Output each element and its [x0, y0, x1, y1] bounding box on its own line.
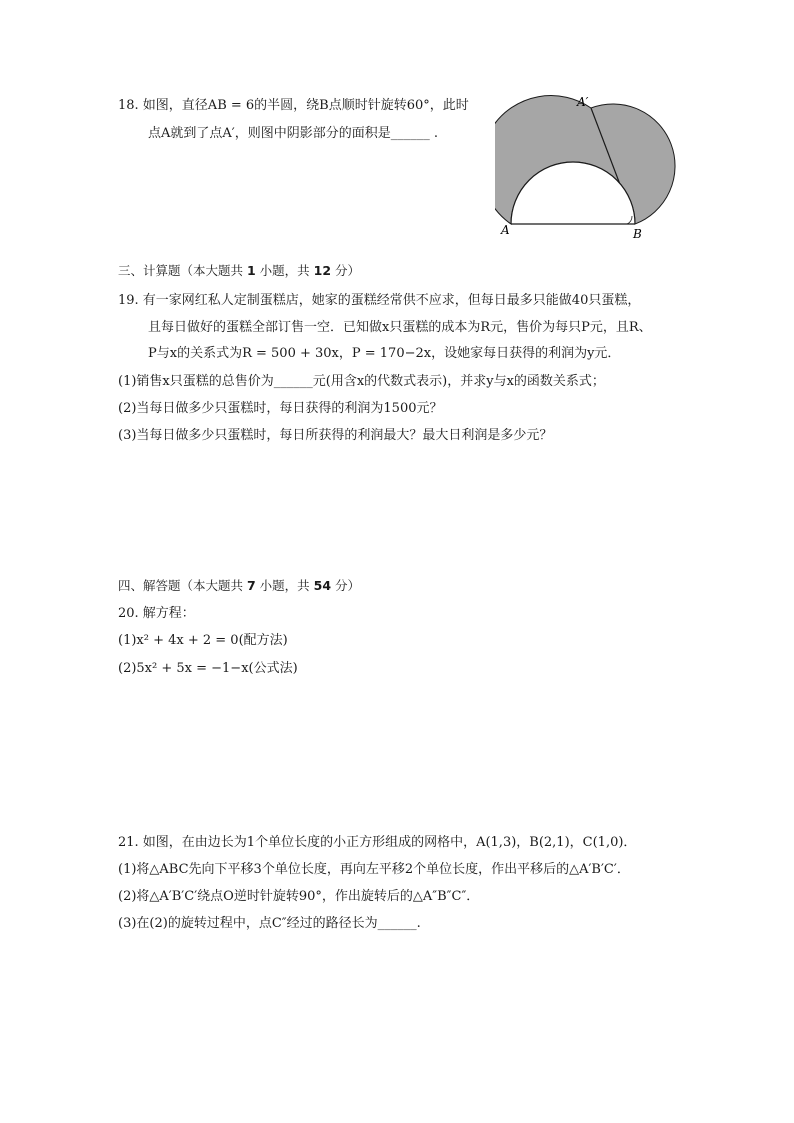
q18-line-2: 点A就到了点A′，则图中阴影部分的面积是______ .	[148, 126, 438, 141]
section-4-heading-mid: 小题，共	[255, 578, 314, 593]
section-3-count: 1	[246, 263, 256, 278]
q20-part-1: (1)x² + 4x + 2 = 0(配方法)	[118, 633, 288, 648]
q19-line-3: P与x的关系式为R = 500 + 30x，P = 170−2x，设她家每日获得的利润为y元．	[148, 346, 621, 361]
section-4-heading-text: 四、解答题（本大题共	[118, 578, 247, 593]
q21-part-1: (1)将△ABC先向下平移3个单位长度，再向左平移2个单位长度，作出平移后的△A′B′C′．	[118, 862, 630, 877]
q18-label-b: B	[633, 227, 642, 241]
q21-part-3: (3)在(2)的旋转过程中，点C″经过的路径长为______.	[118, 916, 421, 931]
q18-semicircle-figure	[495, 92, 695, 242]
section-3-heading	[118, 262, 360, 280]
section-3-heading-text: 三、计算题（本大题共	[118, 263, 247, 278]
q19-line-2: 且每日做好的蛋糕全部订售一空．已知做x只蛋糕的成本为R元，售价为每只P元，且R、	[148, 320, 652, 335]
q19-part-1: (1)销售x只蛋糕的总售价为______元(用含x的代数式表示)，并求y与x的函数关系式；	[118, 374, 605, 389]
q21-line-1: 21. 如图，在由边长为1个单位长度的小正方形组成的网格中，A(1,3)，B(2,1)，C(1,0)．	[118, 835, 637, 850]
q19-line-1: 19. 有一家网红私人定制蛋糕店，她家的蛋糕经常供不应求，但每日最多只能做40只蛋糕，	[118, 293, 641, 308]
q20-part-2: (2)5x² + 5x = −1−x(公式法)	[118, 661, 298, 676]
section-4-score: 54	[313, 578, 332, 593]
section-3-heading-mid: 小题，共	[255, 263, 314, 278]
q19-part-3: (3)当每日做多少只蛋糕时，每日所获得的利润最大？最大日利润是多少元？	[118, 428, 553, 443]
q18-label-a-prime: A′	[577, 95, 589, 109]
section-4-heading-end: 分）	[331, 578, 361, 593]
q18-label-a: A	[501, 223, 510, 237]
section-4-count: 7	[246, 578, 256, 593]
section-4-heading	[118, 577, 360, 595]
q21-part-2: (2)将△A′B′C′绕点O逆时针旋转90°，作出旋转后的△A″B″C″．	[118, 889, 480, 904]
q20-title: 20. 解方程：	[118, 606, 195, 621]
section-3-heading-end: 分）	[331, 263, 361, 278]
q19-part-2: (2)当每日做多少只蛋糕时，每日获得的利润为1500元？	[118, 401, 443, 416]
section-3-score: 12	[313, 263, 332, 278]
q18-line-1: 18. 如图，直径AB = 6的半圆，绕B点顺时针旋转60°，此时	[118, 98, 469, 113]
